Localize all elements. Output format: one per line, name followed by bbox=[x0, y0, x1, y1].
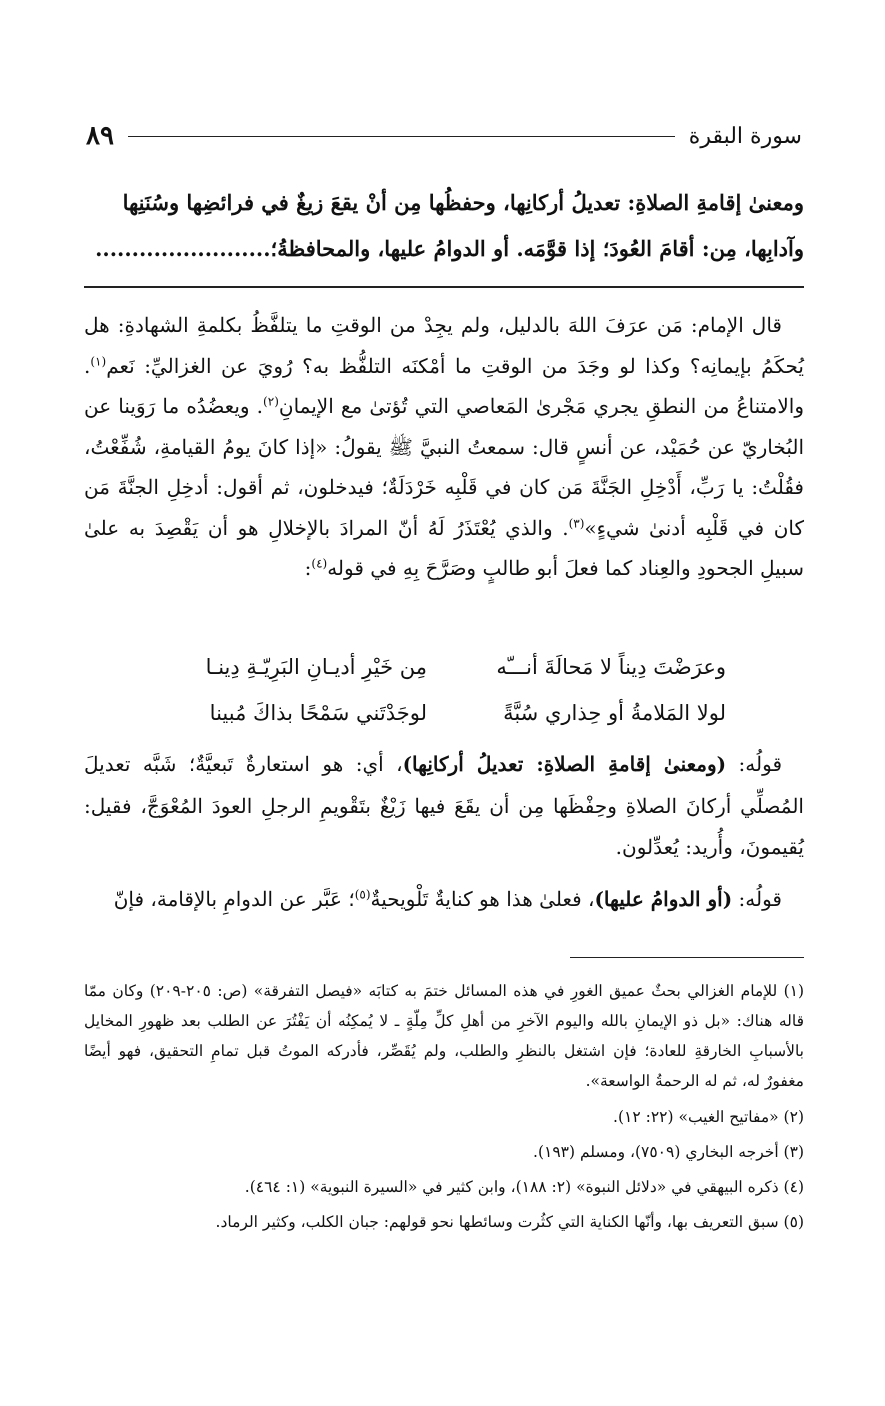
verse-2 bbox=[84, 690, 804, 736]
footnote-4: (٤) ذكره البيهقي في «دلائل النبوة» (٢: ١٨٨)، وابن كثير في «السيرة النبوية» (١: ٤٦٤). bbox=[244, 1178, 804, 1196]
verse-1 bbox=[84, 644, 804, 690]
page-number: ٨٩ bbox=[86, 121, 114, 151]
header-rule bbox=[128, 136, 675, 137]
footnote-ref-2: (٢) bbox=[263, 394, 279, 409]
quote-lead-3: قولُه: bbox=[732, 886, 782, 911]
surah-title: سورة البقرة bbox=[688, 123, 802, 149]
commentary-text-3-end: ؛ عَبَّر عن الدوامِ بالإقامة، فإنّ bbox=[113, 886, 355, 911]
matn-text bbox=[84, 180, 804, 272]
verse-2-first-hemistich: لولا المَلامةُ أو حِذاري سُبَّةً bbox=[503, 701, 726, 725]
poetry-verses bbox=[84, 644, 804, 736]
footnote-5: (٥) سبق التعريف بها، وأنّها الكناية التي كثُرت وسائطها نحو قولهم: جبان الكلب، وكثير الرماد. bbox=[215, 1213, 804, 1231]
commentary-text-b: . والامتناعُ من النطقِ يجري مَجْرىٰ المَعاصي التي تُؤتىٰ مع الإيمانِ bbox=[84, 353, 804, 418]
footnote-1: (١) للإمام الغزالي بحثٌ عميق الغورِ في هذه المسائل ختمَ به كتابَه «فيصل التفرقة» (ص: ٢٠٥-٢٠٩) وكان ممّا قاله هناك: «بل ذو الإيمانِ بالله واليوم الآخرِ من أهلِ كلِّ مِلّةٍ ـ لا يُمكِنُه أن يَفْتُرَ عن الطلب بعد ظهورِ المخايل بالأسبابِ الخارقةِ للعادة؛ فإن اشتغل بالنظرِ والطلب، ولم يُقَصِّر، فأدركه الموتُ قبل تمامِ التحقيق، فهو أيضًا مغفورٌ له، ثم له الرحمةُ الواسعة». bbox=[84, 982, 805, 1090]
verse-1-second-hemistich: مِن خَيْرِ أديـانِ البَرِيّـةِ دِينـا bbox=[205, 655, 427, 679]
quoted-matn-2: (ومعنىٰ إقامةِ الصلاةِ: تعديلُ أركانِها) bbox=[402, 752, 727, 776]
commentary-paragraph-3 bbox=[84, 879, 804, 921]
commentary-text-3: ، فعلىٰ هذا هو كنايةٌ تَلْويحيةٌ bbox=[370, 886, 595, 911]
footnote-divider bbox=[570, 957, 804, 958]
footnote-2: (٢) «مفاتيح الغيب» (٢٢: ١٢). bbox=[613, 1108, 804, 1126]
matn-line-1: ومعنىٰ إقامةِ الصلاةِ: تعديلُ أركانِها، وحفظُها مِن أنْ يقعَ زيغٌ في فرائضِها وسُنَنِها bbox=[122, 190, 804, 215]
commentary-block-1 bbox=[84, 305, 804, 589]
matn-line-2 bbox=[84, 226, 804, 272]
quote-lead-2: قولُه: bbox=[726, 752, 783, 776]
footnote-ref-4: (٤) bbox=[311, 556, 328, 571]
footnote-ref-3: (٣) bbox=[568, 515, 585, 530]
running-header bbox=[86, 116, 802, 156]
commentary-paragraph-2 bbox=[84, 744, 804, 869]
verse-2-second-hemistich: لوجَدْتَني سَمْحًا بذاكَ مُبينا bbox=[209, 701, 427, 725]
matn-divider bbox=[84, 286, 804, 288]
commentary-text-d: . والذي يُعْتَذَرُ لَهُ أنّ المرادَ بالإخلالِ هو أن يَقْصِدَ به علىٰ سبيلِ الجحودِ والعِناد كما فعلَ أبو طالبٍ وصَرَّحَ بِهِ في قوله bbox=[84, 515, 804, 580]
commentary-paragraph-1: قال الإمام: مَن عرَفَ اللهَ بالدليل، ولم يجِدْ من الوقتِ ما يتلفَّظُ بكلمةِ الشهادةِ: هل يُحكَمُ بإيمانِه؟ وكذا لو وجَدَ من الوقتِ ما أمْكنَه التلفُّظ به؟ رُويَ عن الغزاليِّ: نَعم$^{(١)}$. والامتناعُ من النطقِ يجري مَجْرىٰ المَعاصي التي تُؤتىٰ مع الإيمانِ$^{(٢)}$. ويعضُدُه ما رَوَينا عن البُخاريّ عن حُمَيْد، عن أنسٍ قال: سمعتُ النبيَّ ﷺ يقولُ: «إذا كانَ يومُ القيامةِ، شُفِّعْتُ، فقُلْتُ: يا رَبِّ، أَدْخِلِ الجَنَّةَ مَن كان في قَلْبِه خَرْدَلَةٌ؛ فيدخلون، ثم أقول: أدخِلِ الجنَّةَ مَن كان في قَلْبِه أدنىٰ شيءٍ»$^{(٣)}$. والذي يُعْتَذَرُ لَهُ أنّ المرادَ بالإخلالِ هو أن يَقْصِدَ به علىٰ سبيلِ الجحودِ والعِناد كما فعلَ أبو طالبٍ وصَرَّحَ بِهِ في قوله$^{(٤)}$: bbox=[84, 313, 804, 580]
quoted-matn-3: (أو الدوامُ عليها) bbox=[594, 886, 733, 911]
commentary-block-2 bbox=[84, 744, 804, 920]
footnote-ref-5: (٥) bbox=[354, 886, 371, 901]
matn-line-2-text: وآدابِها، مِن: أقامَ العُودَ؛ إذا قوَّمَه. أو الدوامُ عليها، والمحافظةُ؛ bbox=[270, 236, 804, 261]
footnotes bbox=[84, 976, 804, 1242]
verse-1-first-hemistich: وعرَضْتَ دِيناً لا مَحالَةَ أنـــّه bbox=[496, 655, 726, 679]
commentary-text-c: . ويعضُدُه ما رَوَينا عن البُخاريّ عن حُمَيْد، عن أنسٍ قال: سمعتُ النبيَّ ﷺ يقولُ: «إذا كانَ يومُ القيامةِ، شُفِّعْتُ، فقُلْتُ: يا رَبِّ، أَدْخِلِ الجَنَّةَ مَن كان في قَلْبِه خَرْدَلَةٌ؛ فيدخلون، ثم أقول: أدخِلِ الجنَّةَ مَن كان في قَلْبِه أدنىٰ شيءٍ» bbox=[84, 394, 804, 540]
commentary-text-a: قال الإمام: مَن عرَفَ اللهَ بالدليل، ولم يجِدْ من الوقتِ ما يتلفَّظُ بكلمةِ الشهادةِ: هل يُحكَمُ بإيمانِه؟ وكذا لو وجَدَ من الوقتِ ما أمْكنَه التلفُّظ به؟ رُويَ عن الغزاليِّ: نَعم bbox=[84, 313, 804, 378]
commentary-text-2: ، أي: هو استعارةٌ تَبعيَّةٌ؛ شَبَّه تعديلَ المُصلِّي أركانَ الصلاةِ وحِفْظَها مِن أن يقَعَ فيها زَيْغٌ بتَقْويمِ الرجلِ العودَ المُعْوَجَّ، فقيل: يُقيمونَ، وأُريد: يُعدِّلون. bbox=[84, 752, 804, 859]
footnote-ref-1: (١) bbox=[90, 353, 107, 368]
footnote-3: (٣) أخرجه البخاري (٧٥٠٩)، ومسلم (١٩٣). bbox=[533, 1143, 804, 1161]
matn-dots: ........................ bbox=[95, 236, 271, 261]
